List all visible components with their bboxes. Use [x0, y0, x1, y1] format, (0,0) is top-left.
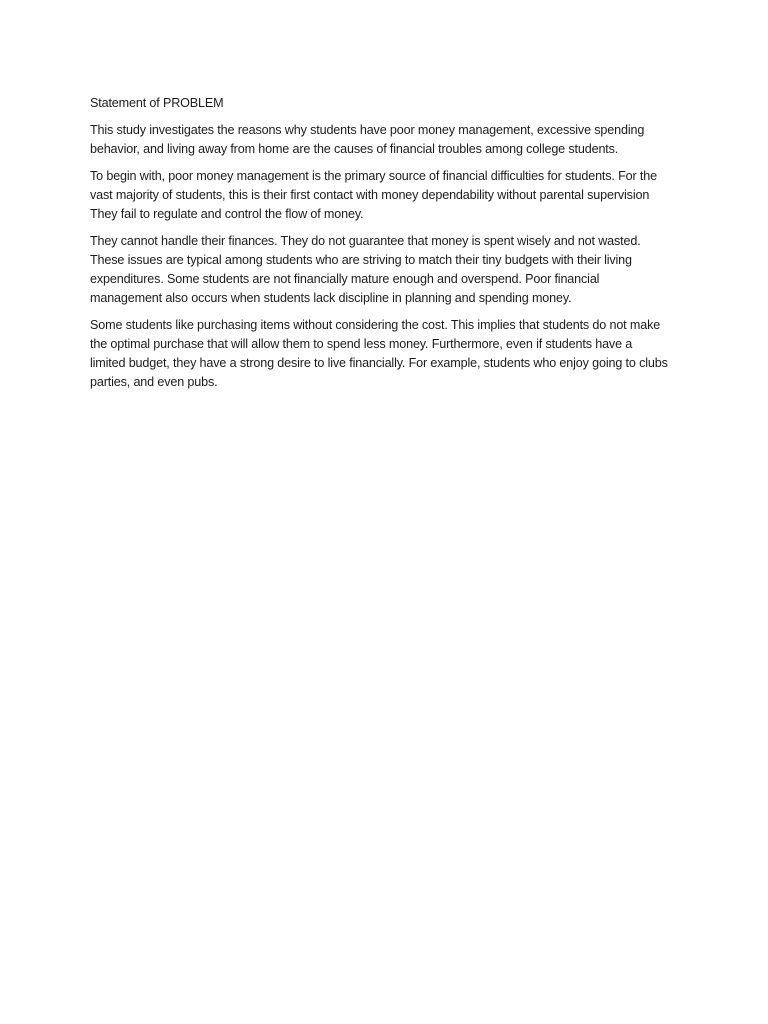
paragraph-1: This study investigates the reasons why students have poor money management, excessive spending behavior, and living away from home are the causes of financial troubles among college students.: [90, 123, 645, 156]
paragraph-2: To begin with, poor money management is the primary source of financial difficulties for students. For the vast majority of students, this is their first contact with money dependability without parental supervision They fail to regulate and control the flow of money.: [90, 169, 657, 221]
paragraph-4: Some students like purchasing items without considering the cost. This implies that students do not make the optimal purchase that will allow them to spend less money. Furthermore, even if students have a limited budget, they have a strong desire to live financially. For example, students who enjoy going to clubs parties, and even pubs.: [90, 318, 668, 389]
document-body: [90, 94, 670, 400]
paragraph-3: They cannot handle their finances. They do not guarantee that money is spent wisely and not wasted. These issues are typical among students who are striving to match their tiny budgets with their living expenditures. Some students are not financially mature enough and overspend. Poor financial management also occurs when students lack discipline in planning and spending money.: [90, 234, 641, 305]
document-heading: Statement of PROBLEM: [90, 96, 224, 110]
